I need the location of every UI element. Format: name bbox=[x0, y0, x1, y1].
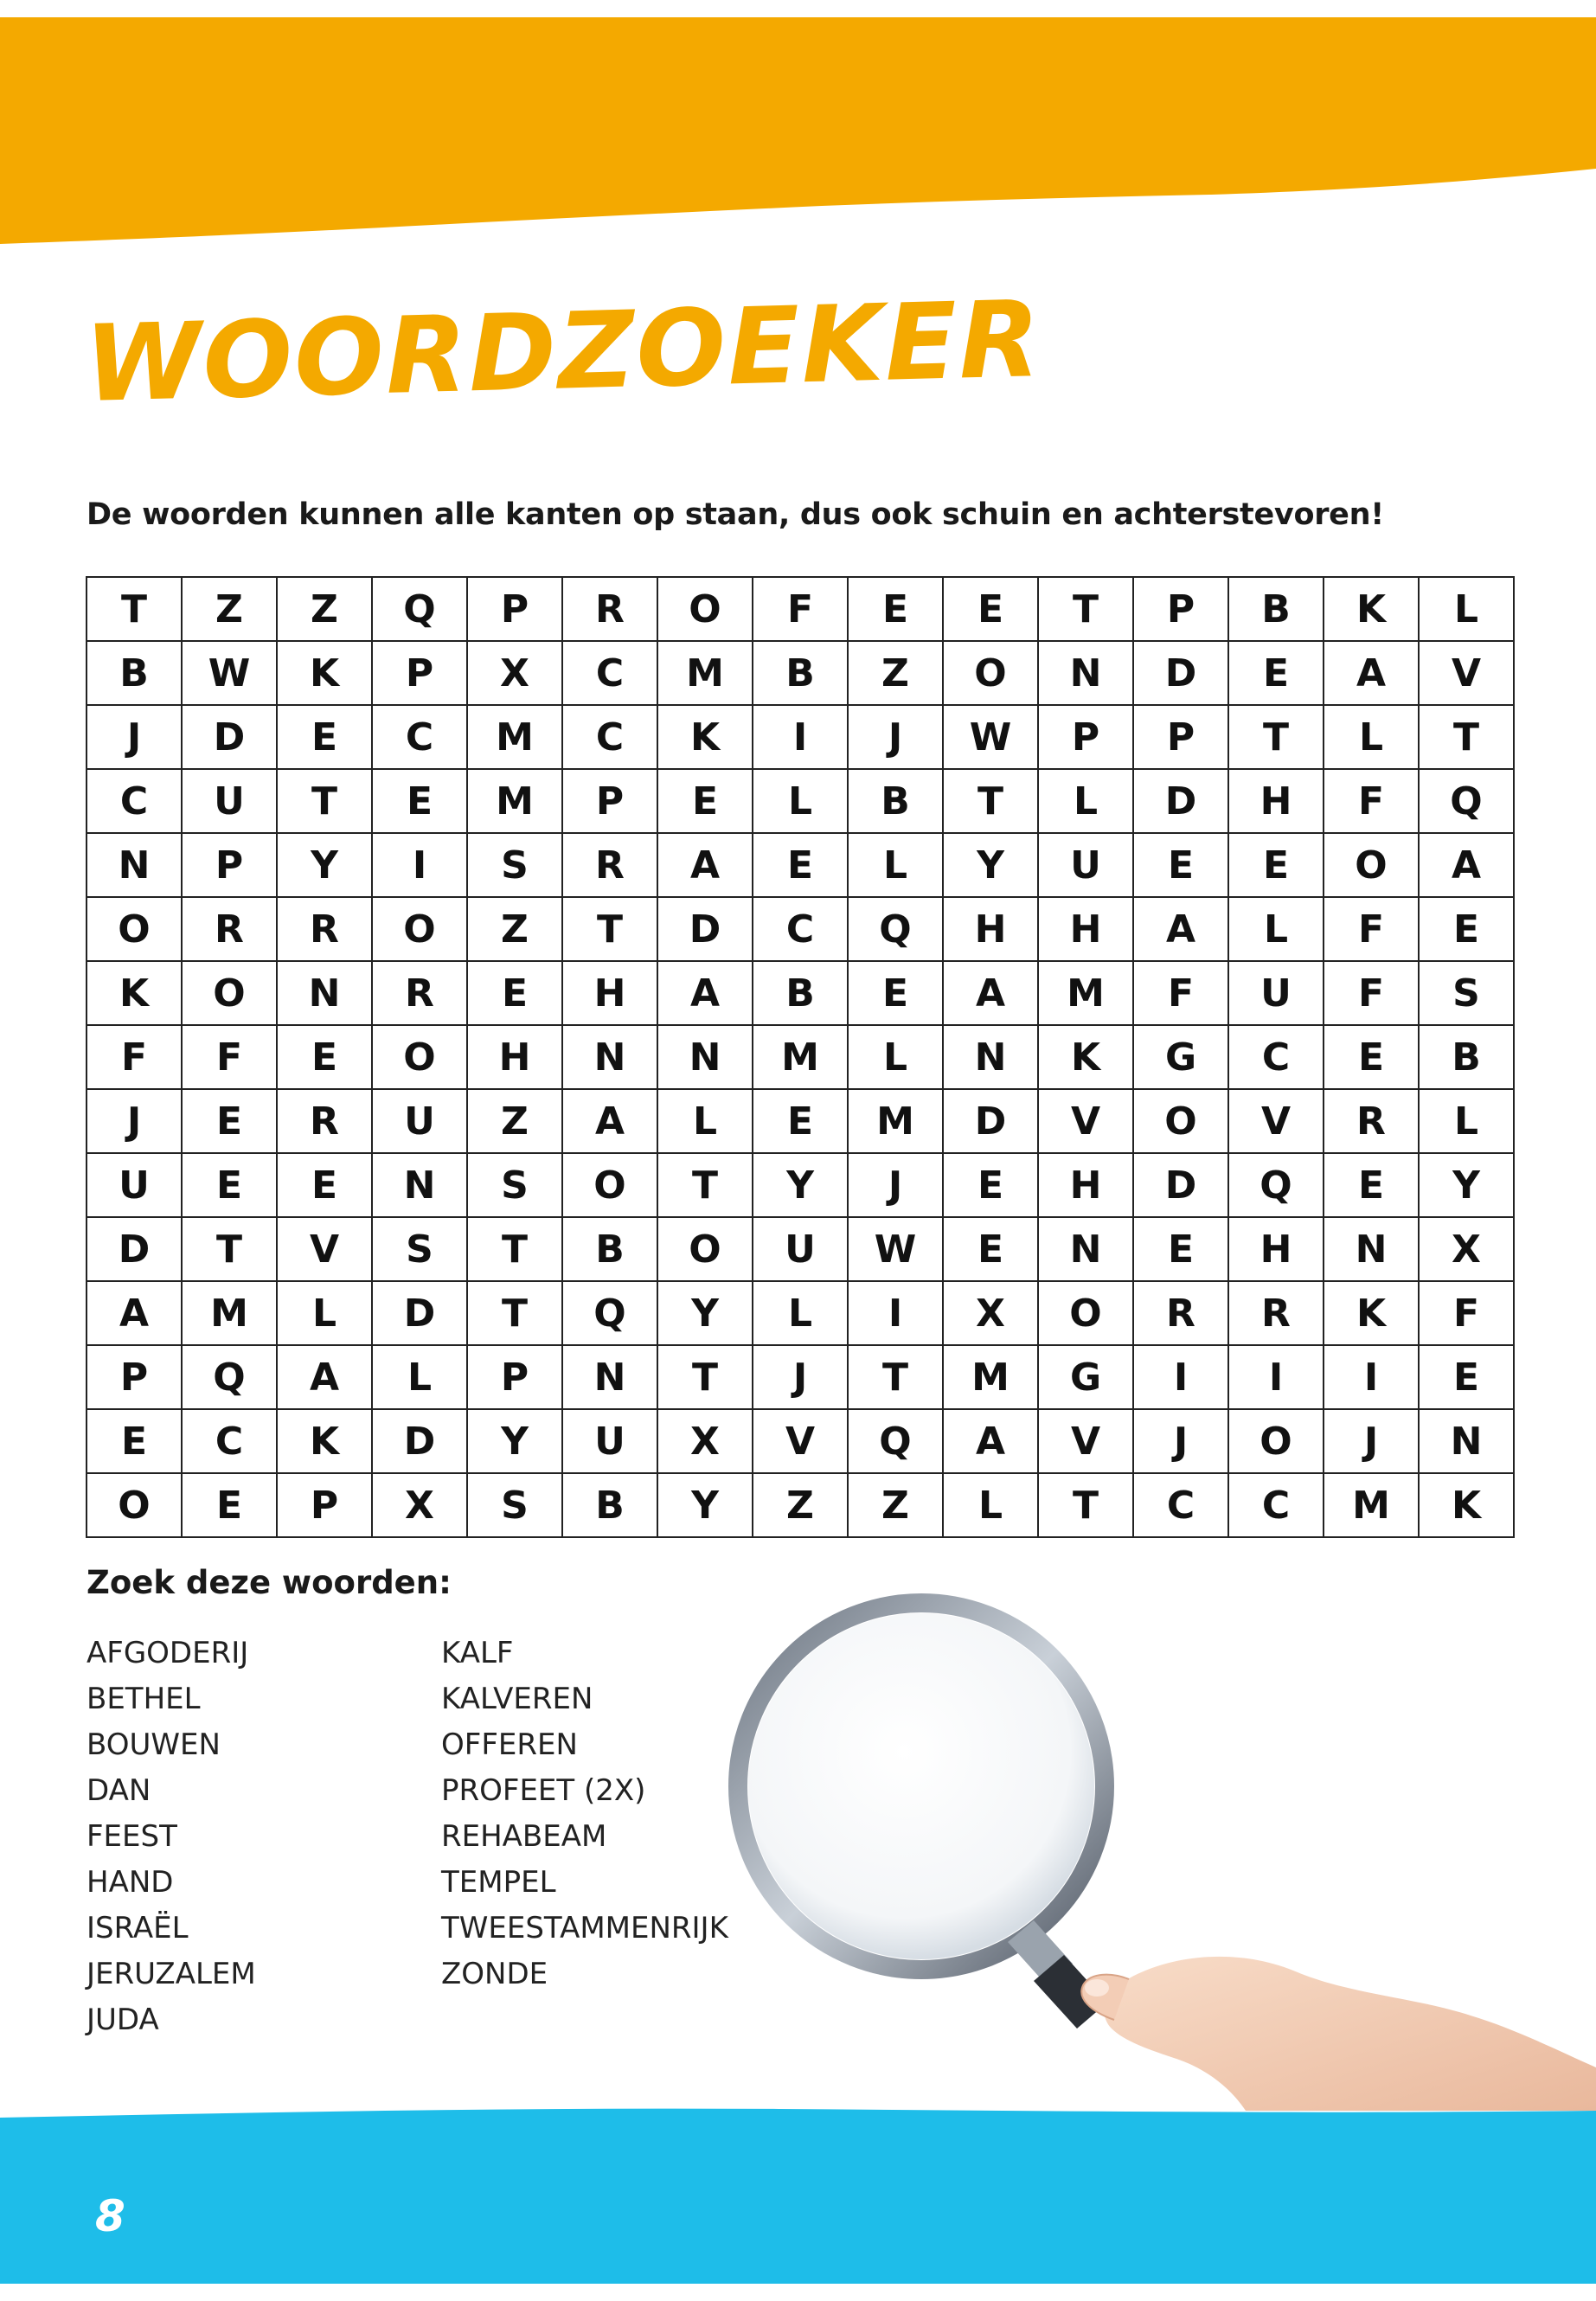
word-list-item: HAND bbox=[87, 1865, 174, 1900]
word-list-item: REHABEAM bbox=[441, 1819, 607, 1854]
grid-cell[interactable]: H bbox=[1228, 1217, 1324, 1281]
grid-row bbox=[87, 897, 1514, 961]
grid-cell[interactable]: I bbox=[1228, 1345, 1324, 1409]
grid-cell[interactable]: E bbox=[1419, 1345, 1514, 1409]
grid-cell[interactable]: L bbox=[1419, 1089, 1514, 1153]
grid-cell[interactable]: B bbox=[562, 1473, 657, 1537]
grid-cell[interactable]: E bbox=[182, 1473, 277, 1537]
grid-cell[interactable]: P bbox=[1133, 705, 1228, 769]
grid-row bbox=[87, 1025, 1514, 1089]
grid-cell[interactable]: P bbox=[277, 1473, 372, 1537]
grid-cell[interactable]: N bbox=[87, 833, 182, 897]
grid-cell[interactable]: R bbox=[372, 961, 467, 1025]
grid-cell[interactable]: W bbox=[848, 1217, 943, 1281]
grid-cell[interactable]: L bbox=[1038, 769, 1133, 833]
grid-cell[interactable]: T bbox=[1038, 1473, 1133, 1537]
grid-cell[interactable]: Q bbox=[372, 577, 467, 641]
grid-row bbox=[87, 1409, 1514, 1473]
grid-cell[interactable]: T bbox=[848, 1345, 943, 1409]
grid-cell[interactable]: H bbox=[562, 961, 657, 1025]
grid-cell[interactable]: Y bbox=[467, 1409, 562, 1473]
grid-cell[interactable]: C bbox=[87, 769, 182, 833]
grid-cell[interactable]: T bbox=[277, 769, 372, 833]
grid-cell[interactable]: S bbox=[467, 1153, 562, 1217]
grid-cell[interactable]: M bbox=[657, 641, 753, 705]
page-title: WOORDZOEKER bbox=[83, 278, 1044, 426]
grid-cell[interactable]: O bbox=[87, 1473, 182, 1537]
grid-cell[interactable]: P bbox=[182, 833, 277, 897]
lens-glass bbox=[748, 1613, 1094, 1959]
grid-cell[interactable]: E bbox=[1228, 833, 1324, 897]
grid-cell[interactable]: F bbox=[753, 577, 848, 641]
grid-cell[interactable]: E bbox=[1133, 833, 1228, 897]
grid-cell[interactable]: E bbox=[182, 1153, 277, 1217]
grid-cell[interactable]: H bbox=[467, 1025, 562, 1089]
wordlist-heading: Zoek deze woorden: bbox=[87, 1564, 452, 1601]
grid-cell[interactable]: L bbox=[372, 1345, 467, 1409]
grid-cell[interactable]: E bbox=[1324, 1025, 1419, 1089]
grid-cell[interactable]: O bbox=[943, 641, 1038, 705]
grid-cell[interactable]: X bbox=[943, 1281, 1038, 1345]
grid-cell[interactable]: I bbox=[753, 705, 848, 769]
grid-cell[interactable]: J bbox=[1133, 1409, 1228, 1473]
grid-cell[interactable]: K bbox=[1324, 577, 1419, 641]
grid-cell[interactable]: C bbox=[753, 897, 848, 961]
grid-cell[interactable]: Y bbox=[1419, 1153, 1514, 1217]
grid-cell[interactable]: Z bbox=[277, 577, 372, 641]
grid-cell[interactable]: M bbox=[848, 1089, 943, 1153]
grid-cell[interactable]: O bbox=[1228, 1409, 1324, 1473]
grid-row bbox=[87, 833, 1514, 897]
grid-row bbox=[87, 577, 1514, 641]
grid-row bbox=[87, 769, 1514, 833]
grid-cell[interactable]: F bbox=[1324, 897, 1419, 961]
grid-cell[interactable]: E bbox=[1419, 897, 1514, 961]
grid-cell[interactable]: J bbox=[1324, 1409, 1419, 1473]
grid-cell[interactable]: A bbox=[1419, 833, 1514, 897]
grid-cell[interactable]: Z bbox=[848, 641, 943, 705]
grid-cell[interactable]: K bbox=[1324, 1281, 1419, 1345]
grid-cell[interactable]: C bbox=[1228, 1473, 1324, 1537]
grid-cell[interactable]: L bbox=[277, 1281, 372, 1345]
top-orange-band bbox=[0, 17, 1596, 251]
grid-cell[interactable]: N bbox=[1038, 641, 1133, 705]
word-list-item: FEEST bbox=[87, 1819, 177, 1854]
grid-cell[interactable]: T bbox=[1038, 577, 1133, 641]
grid-cell[interactable]: X bbox=[467, 641, 562, 705]
grid-cell[interactable]: O bbox=[657, 577, 753, 641]
grid-cell[interactable]: D bbox=[1133, 1153, 1228, 1217]
grid-cell[interactable]: T bbox=[87, 577, 182, 641]
grid-cell[interactable]: M bbox=[1324, 1473, 1419, 1537]
grid-cell[interactable]: A bbox=[657, 961, 753, 1025]
grid-cell[interactable]: F bbox=[182, 1025, 277, 1089]
word-list-item: PROFEET (2X) bbox=[441, 1773, 646, 1808]
word-list-item: KALVEREN bbox=[441, 1682, 593, 1716]
grid-cell[interactable]: C bbox=[1133, 1473, 1228, 1537]
grid-cell[interactable]: E bbox=[277, 1153, 372, 1217]
grid-cell[interactable]: P bbox=[1038, 705, 1133, 769]
grid-cell[interactable]: P bbox=[467, 1345, 562, 1409]
grid-cell[interactable]: B bbox=[562, 1217, 657, 1281]
grid-row bbox=[87, 961, 1514, 1025]
grid-cell[interactable]: K bbox=[277, 1409, 372, 1473]
grid-cell[interactable]: Y bbox=[753, 1153, 848, 1217]
grid-cell[interactable]: A bbox=[1324, 641, 1419, 705]
grid-cell[interactable]: A bbox=[1133, 897, 1228, 961]
grid-cell[interactable]: E bbox=[467, 961, 562, 1025]
grid-cell[interactable]: A bbox=[657, 833, 753, 897]
grid-cell[interactable]: T bbox=[1419, 705, 1514, 769]
page-number: 8 bbox=[95, 2191, 125, 2241]
grid-cell[interactable]: E bbox=[657, 769, 753, 833]
grid-cell[interactable]: S bbox=[372, 1217, 467, 1281]
word-list-item: DAN bbox=[87, 1773, 151, 1808]
grid-row bbox=[87, 1089, 1514, 1153]
grid-cell[interactable]: E bbox=[848, 577, 943, 641]
word-list-item: JERUZALEM bbox=[87, 1957, 256, 1991]
grid-cell[interactable]: M bbox=[1038, 961, 1133, 1025]
grid-cell[interactable]: I bbox=[372, 833, 467, 897]
word-list-item: BETHEL bbox=[87, 1682, 201, 1716]
grid-cell[interactable]: D bbox=[182, 705, 277, 769]
grid-cell[interactable]: B bbox=[1419, 1025, 1514, 1089]
grid-cell[interactable]: O bbox=[657, 1217, 753, 1281]
grid-cell[interactable]: K bbox=[87, 961, 182, 1025]
grid-cell[interactable]: H bbox=[1038, 1153, 1133, 1217]
grid-cell[interactable]: D bbox=[1133, 769, 1228, 833]
grid-cell[interactable]: F bbox=[87, 1025, 182, 1089]
grid-cell[interactable]: S bbox=[467, 1473, 562, 1537]
grid-cell[interactable]: Q bbox=[182, 1345, 277, 1409]
grid-cell[interactable]: O bbox=[87, 897, 182, 961]
grid-cell[interactable]: A bbox=[87, 1281, 182, 1345]
grid-cell[interactable]: T bbox=[182, 1217, 277, 1281]
grid-cell[interactable]: S bbox=[1419, 961, 1514, 1025]
grid-cell[interactable]: C bbox=[182, 1409, 277, 1473]
grid-cell[interactable]: Q bbox=[848, 897, 943, 961]
grid-cell[interactable]: J bbox=[848, 705, 943, 769]
grid-cell[interactable]: M bbox=[943, 1345, 1038, 1409]
grid-cell[interactable]: N bbox=[372, 1153, 467, 1217]
grid-cell[interactable]: C bbox=[372, 705, 467, 769]
grid-cell[interactable]: J bbox=[753, 1345, 848, 1409]
grid-cell[interactable]: M bbox=[753, 1025, 848, 1089]
grid-cell[interactable]: Z bbox=[848, 1473, 943, 1537]
word-list-item: ZONDE bbox=[441, 1957, 548, 1991]
grid-cell[interactable]: B bbox=[1228, 577, 1324, 641]
grid-cell[interactable]: M bbox=[467, 769, 562, 833]
grid-cell[interactable]: E bbox=[848, 961, 943, 1025]
grid-cell[interactable]: E bbox=[1324, 1153, 1419, 1217]
grid-cell[interactable]: E bbox=[943, 577, 1038, 641]
word-list-item: BOUWEN bbox=[87, 1727, 221, 1762]
word-list-item: ISRAËL bbox=[87, 1911, 189, 1945]
grid-cell[interactable]: X bbox=[1419, 1217, 1514, 1281]
magnifying-glass-illustration bbox=[640, 1548, 1596, 2111]
grid-cell[interactable]: Q bbox=[562, 1281, 657, 1345]
grid-cell[interactable]: J bbox=[87, 1089, 182, 1153]
grid-cell[interactable]: E bbox=[753, 833, 848, 897]
grid-cell[interactable]: D bbox=[372, 1281, 467, 1345]
grid-cell[interactable]: R bbox=[562, 833, 657, 897]
grid-row bbox=[87, 1281, 1514, 1345]
grid-cell[interactable]: V bbox=[753, 1409, 848, 1473]
grid-cell[interactable]: D bbox=[87, 1217, 182, 1281]
grid-row bbox=[87, 1217, 1514, 1281]
grid-cell[interactable]: U bbox=[562, 1409, 657, 1473]
grid-cell[interactable]: Q bbox=[1228, 1153, 1324, 1217]
grid-cell[interactable]: E bbox=[1133, 1217, 1228, 1281]
grid-row bbox=[87, 1473, 1514, 1537]
grid-cell[interactable]: X bbox=[372, 1473, 467, 1537]
grid-cell[interactable]: L bbox=[753, 1281, 848, 1345]
grid-cell[interactable]: O bbox=[1324, 833, 1419, 897]
grid-cell[interactable]: W bbox=[943, 705, 1038, 769]
grid-cell[interactable]: U bbox=[182, 769, 277, 833]
grid-cell[interactable]: Z bbox=[182, 577, 277, 641]
grid-cell[interactable]: L bbox=[848, 1025, 943, 1089]
grid-cell[interactable]: T bbox=[657, 1345, 753, 1409]
grid-cell[interactable]: O bbox=[182, 961, 277, 1025]
grid-cell[interactable]: D bbox=[943, 1089, 1038, 1153]
grid-cell[interactable]: I bbox=[848, 1281, 943, 1345]
grid-cell[interactable]: Y bbox=[277, 833, 372, 897]
grid-cell[interactable]: A bbox=[943, 961, 1038, 1025]
grid-cell[interactable]: D bbox=[372, 1409, 467, 1473]
grid-cell[interactable]: N bbox=[1038, 1217, 1133, 1281]
grid-cell[interactable]: T bbox=[943, 769, 1038, 833]
grid-cell[interactable]: T bbox=[562, 897, 657, 961]
word-list-item: AFGODERIJ bbox=[87, 1636, 249, 1670]
grid-cell[interactable]: Z bbox=[467, 897, 562, 961]
grid-cell[interactable]: L bbox=[943, 1473, 1038, 1537]
grid-row bbox=[87, 641, 1514, 705]
grid-cell[interactable]: M bbox=[182, 1281, 277, 1345]
grid-row bbox=[87, 705, 1514, 769]
grid-cell[interactable]: N bbox=[1419, 1409, 1514, 1473]
grid-cell[interactable]: I bbox=[1133, 1345, 1228, 1409]
grid-cell[interactable]: B bbox=[753, 641, 848, 705]
grid-cell[interactable]: L bbox=[1228, 897, 1324, 961]
grid-cell[interactable]: R bbox=[1228, 1281, 1324, 1345]
grid-cell[interactable]: F bbox=[1324, 961, 1419, 1025]
grid-cell[interactable]: S bbox=[467, 833, 562, 897]
grid-cell[interactable]: L bbox=[848, 833, 943, 897]
grid-cell[interactable]: R bbox=[277, 1089, 372, 1153]
grid-cell[interactable]: K bbox=[1038, 1025, 1133, 1089]
grid-cell[interactable]: C bbox=[562, 705, 657, 769]
grid-cell[interactable]: U bbox=[372, 1089, 467, 1153]
grid-cell[interactable]: G bbox=[1038, 1345, 1133, 1409]
grid-cell[interactable]: K bbox=[277, 641, 372, 705]
grid-cell[interactable]: W bbox=[182, 641, 277, 705]
grid-cell[interactable]: G bbox=[1133, 1025, 1228, 1089]
grid-cell[interactable]: L bbox=[657, 1089, 753, 1153]
grid-cell[interactable]: T bbox=[657, 1153, 753, 1217]
grid-cell[interactable]: P bbox=[562, 769, 657, 833]
grid-cell[interactable]: A bbox=[562, 1089, 657, 1153]
grid-cell[interactable]: C bbox=[562, 641, 657, 705]
grid-cell[interactable]: Z bbox=[467, 1089, 562, 1153]
grid-cell[interactable]: H bbox=[943, 897, 1038, 961]
grid-cell[interactable]: V bbox=[277, 1217, 372, 1281]
grid-cell[interactable]: N bbox=[562, 1025, 657, 1089]
grid-cell[interactable]: J bbox=[848, 1153, 943, 1217]
grid-cell[interactable]: D bbox=[657, 897, 753, 961]
grid-cell[interactable]: P bbox=[1133, 577, 1228, 641]
grid-cell[interactable]: L bbox=[753, 769, 848, 833]
grid-cell[interactable]: F bbox=[1324, 769, 1419, 833]
grid-cell[interactable]: P bbox=[467, 577, 562, 641]
grid-cell[interactable]: K bbox=[657, 705, 753, 769]
grid-cell[interactable]: V bbox=[1228, 1089, 1324, 1153]
word-list-item: JUDA bbox=[87, 2003, 159, 2037]
grid-cell[interactable]: Q bbox=[848, 1409, 943, 1473]
grid-cell[interactable]: Y bbox=[943, 833, 1038, 897]
grid-cell[interactable]: A bbox=[277, 1345, 372, 1409]
grid-cell[interactable]: P bbox=[87, 1345, 182, 1409]
grid-cell[interactable]: K bbox=[1419, 1473, 1514, 1537]
grid-cell[interactable]: B bbox=[87, 641, 182, 705]
grid-cell[interactable]: T bbox=[467, 1281, 562, 1345]
grid-cell[interactable]: E bbox=[277, 705, 372, 769]
grid-row bbox=[87, 1153, 1514, 1217]
grid-cell[interactable]: N bbox=[657, 1025, 753, 1089]
bottom-blue-band bbox=[0, 2102, 1596, 2284]
grid-cell[interactable]: E bbox=[87, 1409, 182, 1473]
instruction-text: De woorden kunnen alle kanten op staan, dus ook schuin en achterstevoren! bbox=[87, 497, 1384, 532]
grid-cell[interactable]: U bbox=[1038, 833, 1133, 897]
grid-cell[interactable]: B bbox=[753, 961, 848, 1025]
grid-cell[interactable]: T bbox=[467, 1217, 562, 1281]
grid-cell[interactable]: H bbox=[1228, 769, 1324, 833]
grid-cell[interactable]: I bbox=[1324, 1345, 1419, 1409]
grid-cell[interactable]: E bbox=[1228, 641, 1324, 705]
grid-cell[interactable]: O bbox=[372, 1025, 467, 1089]
grid-cell[interactable]: Q bbox=[1419, 769, 1514, 833]
grid-cell[interactable]: X bbox=[657, 1409, 753, 1473]
grid-cell[interactable]: N bbox=[277, 961, 372, 1025]
grid-cell[interactable]: R bbox=[182, 897, 277, 961]
grid-cell[interactable]: L bbox=[1419, 577, 1514, 641]
grid-cell[interactable]: O bbox=[1133, 1089, 1228, 1153]
grid-cell[interactable]: O bbox=[562, 1153, 657, 1217]
grid-cell[interactable]: N bbox=[943, 1025, 1038, 1089]
grid-cell[interactable]: A bbox=[943, 1409, 1038, 1473]
hand bbox=[1105, 1957, 1596, 2111]
grid-cell[interactable]: N bbox=[562, 1345, 657, 1409]
grid-cell[interactable]: U bbox=[1228, 961, 1324, 1025]
word-list-item: TEMPEL bbox=[441, 1865, 556, 1900]
grid-cell[interactable]: R bbox=[277, 897, 372, 961]
grid-cell[interactable]: D bbox=[1133, 641, 1228, 705]
grid-cell[interactable]: Z bbox=[753, 1473, 848, 1537]
word-list-item: KALF bbox=[441, 1636, 514, 1670]
grid-cell[interactable]: L bbox=[1324, 705, 1419, 769]
grid-cell[interactable]: E bbox=[753, 1089, 848, 1153]
grid-cell[interactable]: Y bbox=[657, 1473, 753, 1537]
grid-cell[interactable]: F bbox=[1133, 961, 1228, 1025]
grid-cell[interactable]: E bbox=[943, 1153, 1038, 1217]
grid-row bbox=[87, 1345, 1514, 1409]
wordlist-column-1 bbox=[87, 1631, 256, 2043]
grid-cell[interactable]: C bbox=[1228, 1025, 1324, 1089]
grid-cell[interactable]: V bbox=[1038, 1089, 1133, 1153]
word-list-item: TWEESTAMMENRIJK bbox=[441, 1911, 728, 1945]
grid-cell[interactable]: U bbox=[87, 1153, 182, 1217]
grid-cell[interactable]: V bbox=[1038, 1409, 1133, 1473]
word-search-grid bbox=[86, 576, 1515, 1538]
grid-cell[interactable]: B bbox=[848, 769, 943, 833]
grid-cell[interactable]: O bbox=[372, 897, 467, 961]
grid-cell[interactable]: E bbox=[182, 1089, 277, 1153]
grid-cell[interactable]: R bbox=[1324, 1089, 1419, 1153]
grid-cell[interactable]: T bbox=[1228, 705, 1324, 769]
grid-cell[interactable]: V bbox=[1419, 641, 1514, 705]
grid-cell[interactable]: F bbox=[1419, 1281, 1514, 1345]
word-list-item: OFFEREN bbox=[441, 1727, 578, 1762]
grid-cell[interactable]: E bbox=[943, 1217, 1038, 1281]
grid-cell[interactable]: E bbox=[372, 769, 467, 833]
grid-cell[interactable]: R bbox=[562, 577, 657, 641]
grid-cell[interactable]: N bbox=[1324, 1217, 1419, 1281]
grid-cell[interactable]: H bbox=[1038, 897, 1133, 961]
grid-cell[interactable]: J bbox=[87, 705, 182, 769]
grid-cell[interactable]: Y bbox=[657, 1281, 753, 1345]
grid-cell[interactable]: P bbox=[372, 641, 467, 705]
grid-cell[interactable]: R bbox=[1133, 1281, 1228, 1345]
grid-cell[interactable]: E bbox=[277, 1025, 372, 1089]
grid-cell[interactable]: M bbox=[467, 705, 562, 769]
grid-cell[interactable]: O bbox=[1038, 1281, 1133, 1345]
grid-cell[interactable]: U bbox=[753, 1217, 848, 1281]
